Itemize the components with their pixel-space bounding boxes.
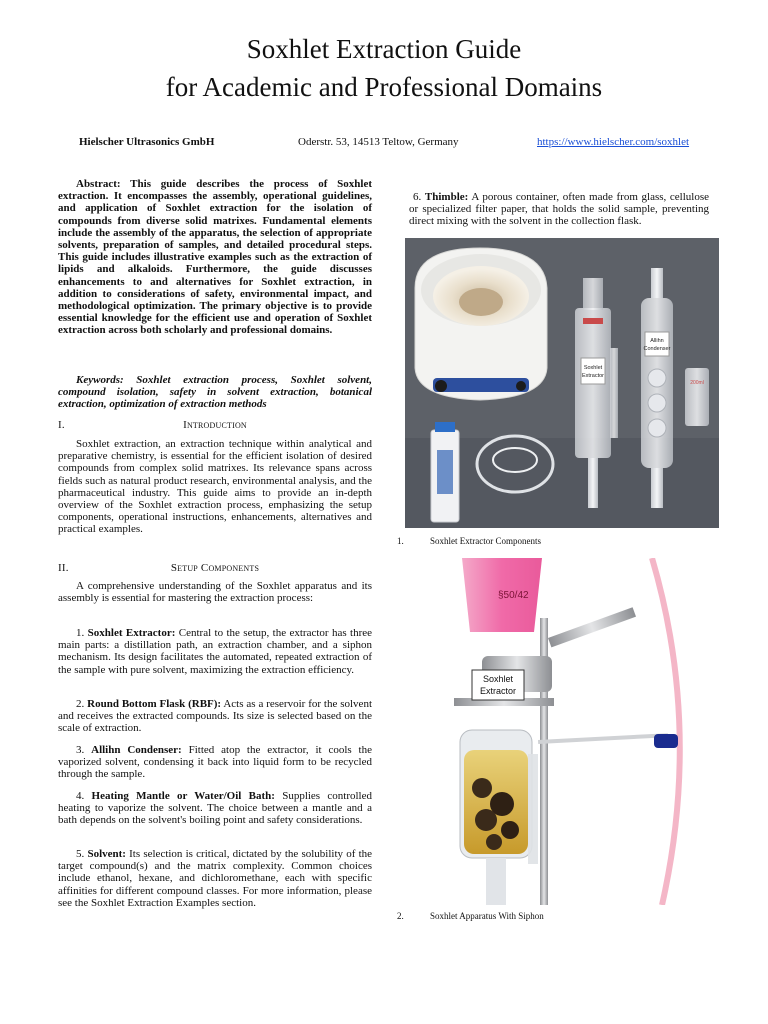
- section-number: II.: [58, 562, 69, 574]
- round-bottom-flask-icon: [685, 368, 709, 426]
- item-text: Fitted atop the extractor, it cools the vaporized solvent, condensing it back into liquid form to be recycled through the sample.: [58, 744, 372, 781]
- abstract-label: Abstract:: [76, 178, 121, 190]
- soxhlet-apparatus-illustration: [402, 558, 689, 905]
- website-link[interactable]: https://www.hielscher.com/soxhlet: [537, 136, 690, 148]
- keywords-text: Soxhlet extraction process, Soxhlet solvent, compound isolation, safety in solvent extraction, botanical extraction, optimization of extraction methods: [58, 374, 372, 411]
- item-number: 4.: [76, 790, 92, 802]
- abstract-paragraph: [58, 178, 372, 337]
- svg-text:§50/42: §50/42: [498, 590, 529, 601]
- item-number: 3.: [76, 744, 92, 756]
- item-term: Solvent:: [87, 848, 126, 860]
- item-term: Allihn Condenser:: [91, 744, 182, 756]
- section-number: I.: [58, 419, 65, 431]
- setup-intro-paragraph: A comprehensive understanding of the Soxhlet apparatus and its assembly is essential for mastering the extraction process:: [58, 580, 372, 605]
- svg-text:Soxhlet: Soxhlet: [482, 674, 514, 684]
- component-item-thimble: [409, 191, 709, 228]
- grease-tube-icon: [431, 422, 459, 522]
- abstract-text: This guide describes the process of Soxhlet extraction. It encompasses the assembly, operational guidelines, and application of Soxhlet extraction for the isolation of compounds from diverse solid matrixes. Fundamental elements include the assembly of the apparatus, the selection of appropriate solvents, preparation of samples, and detailed procedural steps. This guide includes illustrative examples such as the extraction of lipids and alkaloids. Furthermore, the guide discusses enhancements to and alternatives for Soxhlet extraction, in addition to considerations of safety, environmental impact, and methodological optimization. The primary objective is to provide essential knowledge for the efficient use and operation of Soxhlet extraction across both scholarly and professional domains.: [58, 178, 372, 337]
- item-text: Supplies controlled heating to vaporize the solvent. The choice between a mantle and a bath depends on the solvent's boiling point and safety considerations.: [58, 790, 372, 827]
- svg-text:Condenser: Condenser: [643, 346, 671, 352]
- item-term: Thimble:: [424, 191, 469, 203]
- figure-1-photo: [405, 238, 719, 528]
- section-title: Setup Components: [170, 562, 260, 574]
- component-item: [58, 698, 372, 735]
- introduction-paragraph: Soxhlet extraction, an extraction technique within analytical and preparative chemistry, is essential for the efficient isolation of desired compounds from complex solid matrixes. Its relevance spans across fields such as natural product research, environmental analysis, and the pharmaceutical industry. This guide aims to provide an in-depth overview of the Soxhlet extraction process, emphasizing the setup components, operational instructions, enhancements, alternatives and practical examples.: [58, 438, 372, 536]
- item-term: Soxhlet Extractor:: [87, 627, 176, 639]
- section-title: Introduction: [183, 419, 247, 431]
- keywords-label: Keywords:: [76, 374, 124, 386]
- item-number: 6.: [413, 191, 425, 203]
- section-heading-setup: [58, 562, 372, 576]
- component-item: [58, 790, 372, 827]
- item-term: Round Bottom Flask (RBF):: [87, 698, 222, 710]
- item-number: 2.: [76, 698, 88, 710]
- extractor-label-icon: [472, 670, 524, 700]
- figure-2-photo: [402, 558, 689, 905]
- figure-caption-text: Soxhlet Extractor Components: [430, 536, 541, 546]
- section-heading-introduction: [58, 419, 372, 433]
- item-number: 1.: [76, 627, 88, 639]
- author-name: Hielscher Ultrasonics GmbH: [79, 136, 215, 148]
- document-title-line-1: Soxhlet Extraction Guide: [246, 34, 522, 64]
- condenser-joint-icon: [462, 558, 542, 632]
- item-text: Its selection is critical, dictated by the solubility of the target compound(s) and the matrix complexity. Common choices include ethanol, hexane, and dichloromethane, each with specific affinities for different compound classes. For more information, please see the Soxhlet Extraction Examples section.: [58, 848, 373, 909]
- item-term: Heating Mantle or Water/Oil Bath:: [91, 790, 275, 802]
- author-address: Oderstr. 53, 14513 Teltow, Germany: [298, 136, 459, 148]
- extractor-components-illustration: [405, 238, 719, 528]
- item-text: A porous container, often made from glass, cellulose or specialized filter paper, that holds the solid sample, preventing direct mixing with the solvent in the collection flask.: [409, 191, 710, 228]
- component-item: [58, 744, 372, 781]
- svg-text:Extractor: Extractor: [581, 373, 605, 379]
- figure-caption-text: Soxhlet Apparatus With Siphon: [430, 911, 544, 921]
- component-item: [58, 848, 372, 909]
- item-text: Central to the setup, the extractor has three main parts: a distillation path, an extraction chamber, and a siphon mechanism. Its design facilitates the automated, repeated extraction of the sample with pure solvent, maximizing the extraction efficiency.: [58, 627, 373, 676]
- svg-text:Allihn: Allihn: [650, 338, 664, 344]
- svg-text:Soxhlet: Soxhlet: [583, 365, 603, 371]
- heating-mantle-icon: [415, 248, 547, 400]
- keywords-paragraph: [58, 374, 372, 411]
- item-text: Acts as a reservoir for the solvent and receives the extracted compounds. Its size is selected based on the scale of extraction.: [58, 698, 372, 735]
- component-item: [58, 627, 372, 676]
- svg-text:200ml: 200ml: [690, 380, 704, 386]
- svg-text:Extractor: Extractor: [479, 686, 517, 696]
- item-number: 5.: [76, 848, 88, 860]
- document-title-line-2: for Academic and Professional Domains: [165, 72, 603, 102]
- figure-number: 2.: [397, 911, 404, 921]
- figure-number: 1.: [397, 536, 404, 546]
